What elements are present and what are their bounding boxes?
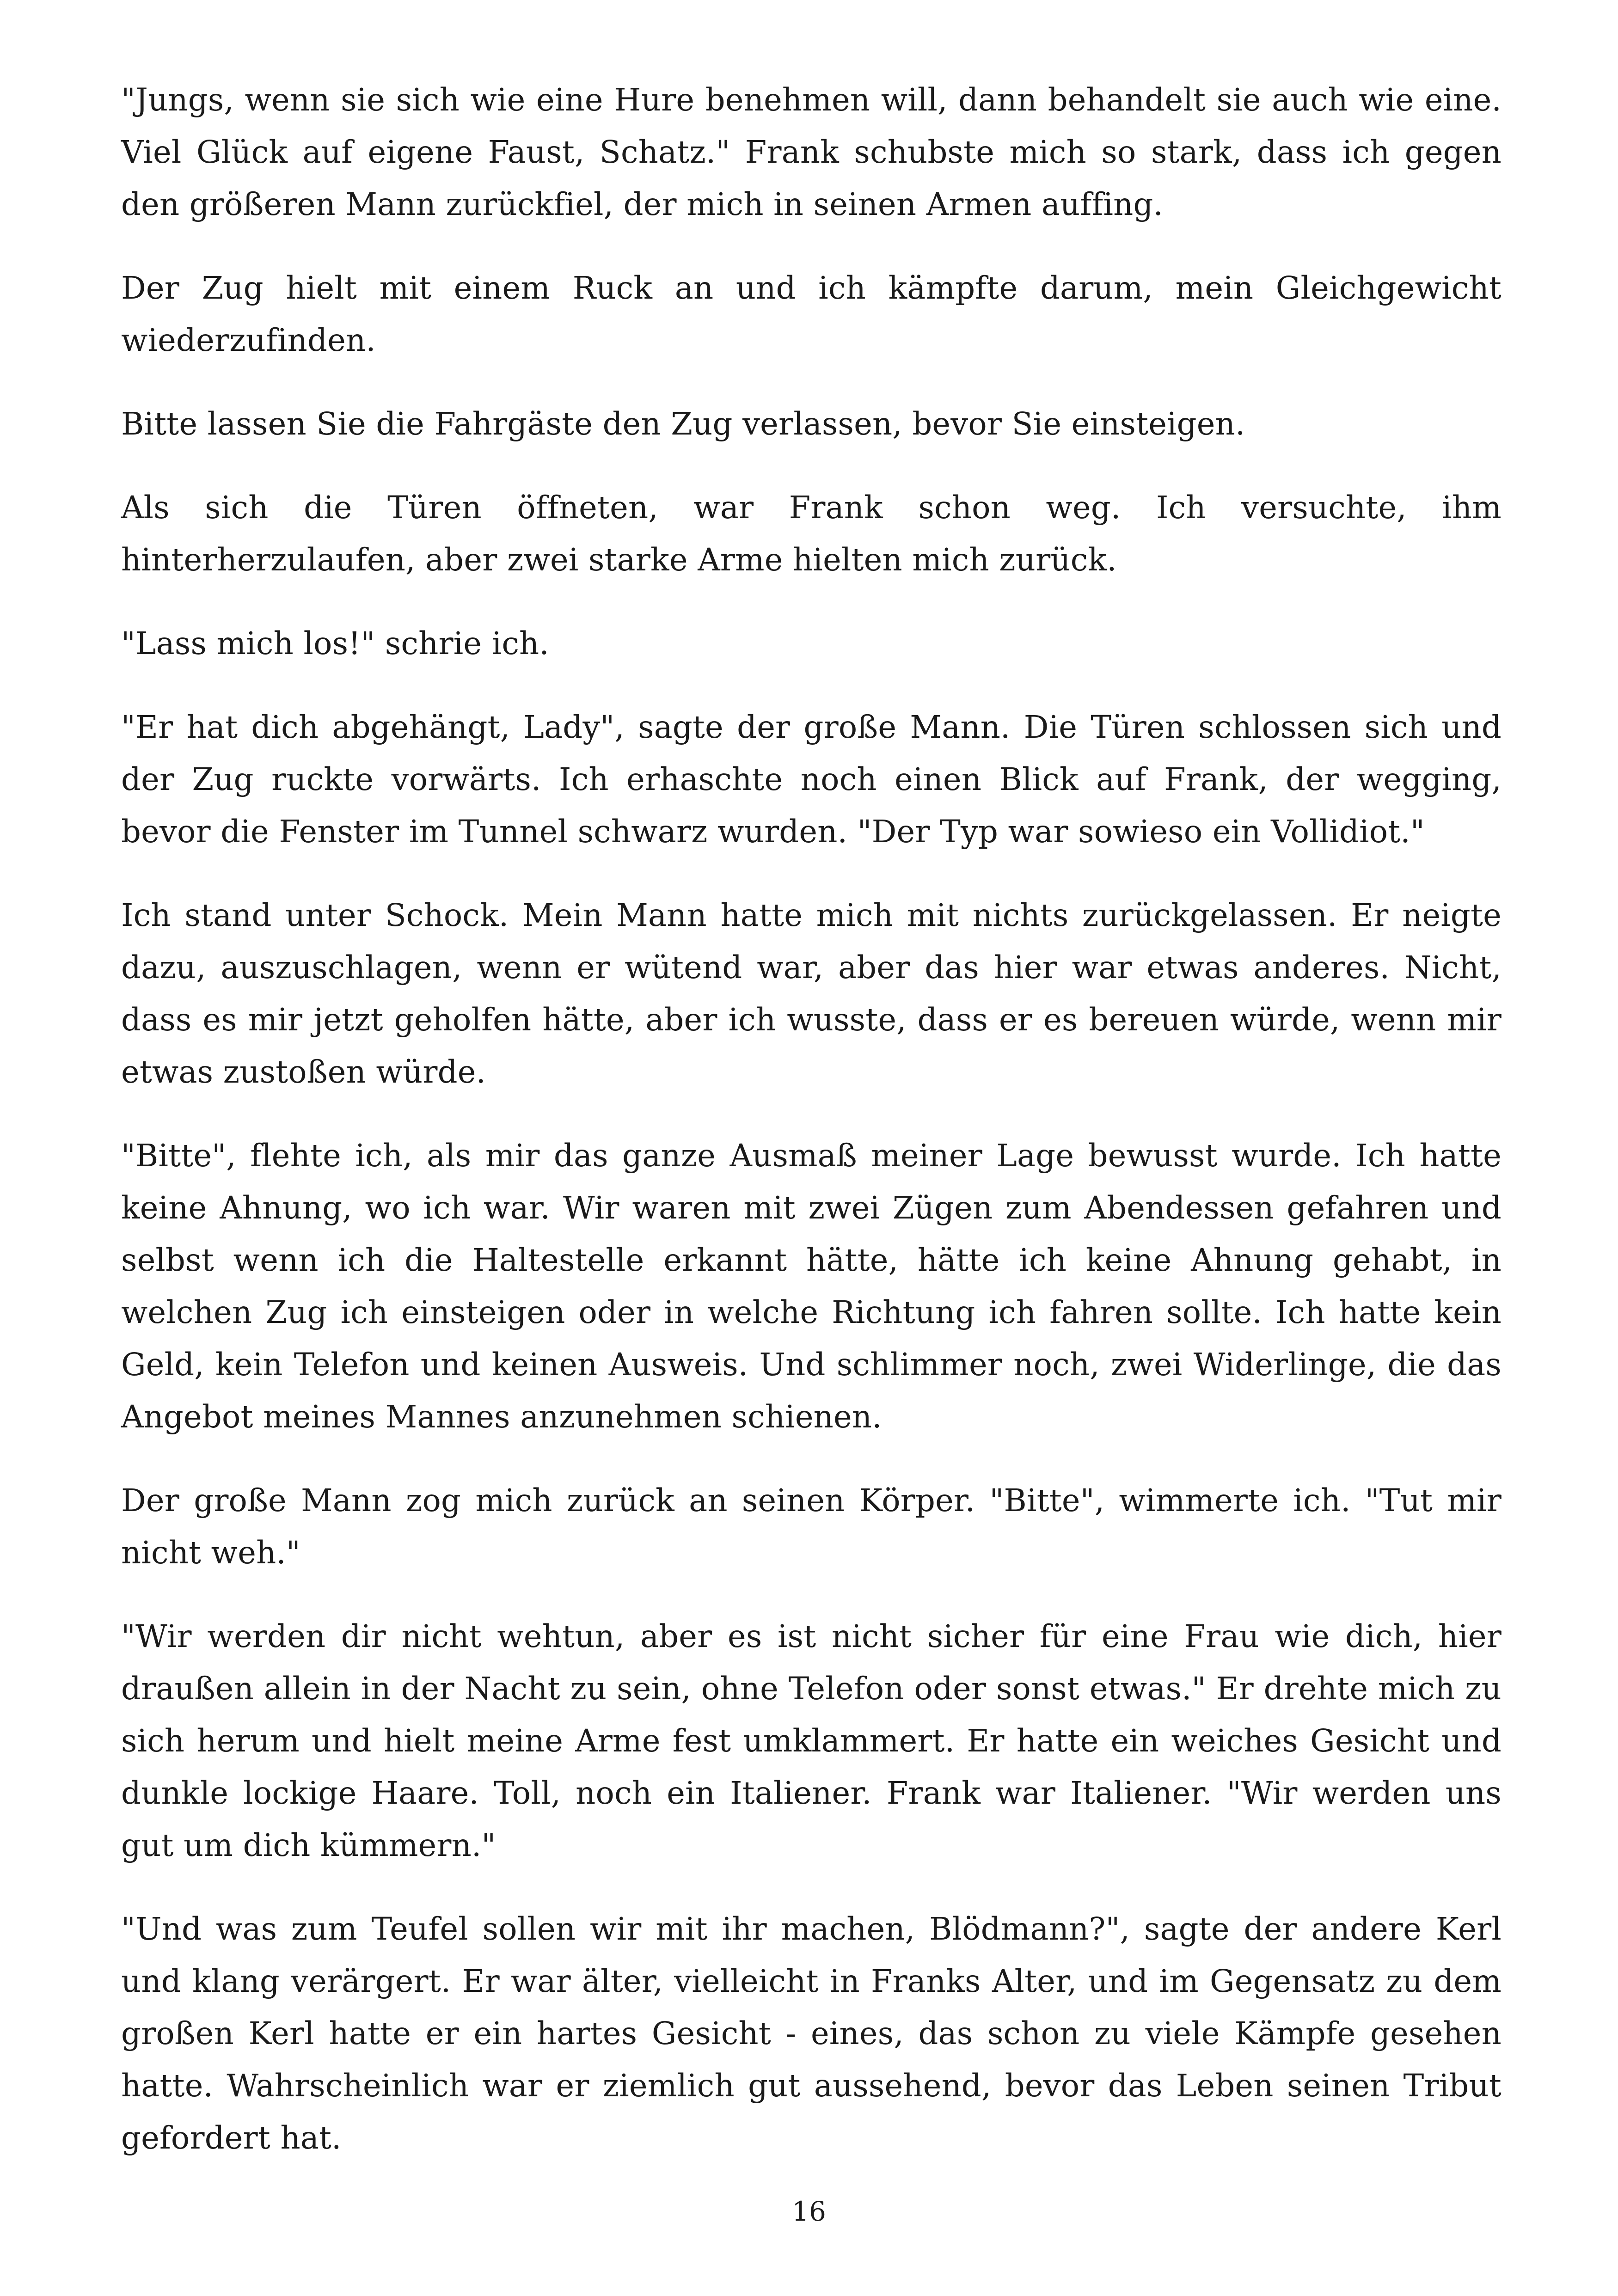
paragraph: "Wir werden dir nicht wehtun, aber es ist nicht sicher für eine Frau wie dich, hier draußen allein in der Nacht zu sein, ohne Telefon oder sonst etwas." Er drehte mich zu sich herum und hielt meine Arme fest umklammert. Er hatte ein weiches Gesicht und dunkle lockige Haare. Toll, noch ein Italiener. Frank war Italiener. "Wir werden uns gut um dich kümmern."	[121, 1618, 1502, 1863]
page-body	[121, 74, 1502, 2196]
paragraph: Bitte lassen Sie die Fahrgäste den Zug verlassen, bevor Sie einsteigen.	[121, 406, 1245, 442]
paragraph: Der große Mann zog mich zurück an seinen Körper. "Bitte", wimmerte ich. "Tut mir nicht weh."	[121, 1482, 1502, 1571]
paragraph: Ich stand unter Schock. Mein Mann hatte mich mit nichts zurückgelassen. Er neigte dazu, auszuschlagen, wenn er wütend war, aber das hier war etwas anderes. Nicht, dass es mir jetzt geholfen hätte, aber ich wusste, dass er es bereuen würde, wenn mir etwas zustoßen würde.	[121, 897, 1502, 1090]
page-number: 16	[792, 2196, 826, 2227]
paragraph: Der Zug hielt mit einem Ruck an und ich kämpfte darum, mein Gleichgewicht wiederzufinden.	[121, 270, 1502, 358]
paragraph: "Und was zum Teufel sollen wir mit ihr machen, Blödmann?", sagte der andere Kerl und klang verärgert. Er war älter, vielleicht in Franks Alter, und im Gegensatz zu dem großen Kerl hatte er ein hartes Gesicht - eines, das schon zu viele Kämpfe gesehen hatte. Wahrscheinlich war er ziemlich gut aussehend, bevor das Leben seinen Tribut gefordert hat.	[121, 1911, 1502, 2156]
paragraph: "Jungs, wenn sie sich wie eine Hure benehmen will, dann behandelt sie auch wie eine. Viel Glück auf eigene Faust, Schatz." Frank schubste mich so stark, dass ich gegen den größeren Mann zurückfiel, der mich in seinen Armen auffing.	[121, 82, 1502, 222]
paragraph: "Lass mich los!" schrie ich.	[121, 625, 549, 661]
paragraph: Als sich die Türen öffneten, war Frank schon weg. Ich versuchte, ihm hinterherzulaufen, aber zwei starke Arme hielten mich zurück.	[121, 490, 1502, 578]
paragraph: "Bitte", flehte ich, als mir das ganze Ausmaß meiner Lage bewusst wurde. Ich hatte keine Ahnung, wo ich war. Wir waren mit zwei Zügen zum Abendessen gefahren und selbst wenn ich die Haltestelle erkannt hätte, hätte ich keine Ahnung gehabt, in welchen Zug ich einsteigen oder in welche Richtung ich fahren sollte. Ich hatte kein Geld, kein Telefon und keinen Ausweis. Und schlimmer noch, zwei Widerlinge, die das Angebot meines Mannes anzunehmen schienen.	[121, 1138, 1502, 1435]
paragraph: "Er hat dich abgehängt, Lady", sagte der große Mann. Die Türen schlossen sich und der Zug ruckte vorwärts. Ich erhaschte noch einen Blick auf Frank, der wegging, bevor die Fenster im Tunnel schwarz wurden. "Der Typ war sowieso ein Vollidiot."	[121, 709, 1502, 850]
